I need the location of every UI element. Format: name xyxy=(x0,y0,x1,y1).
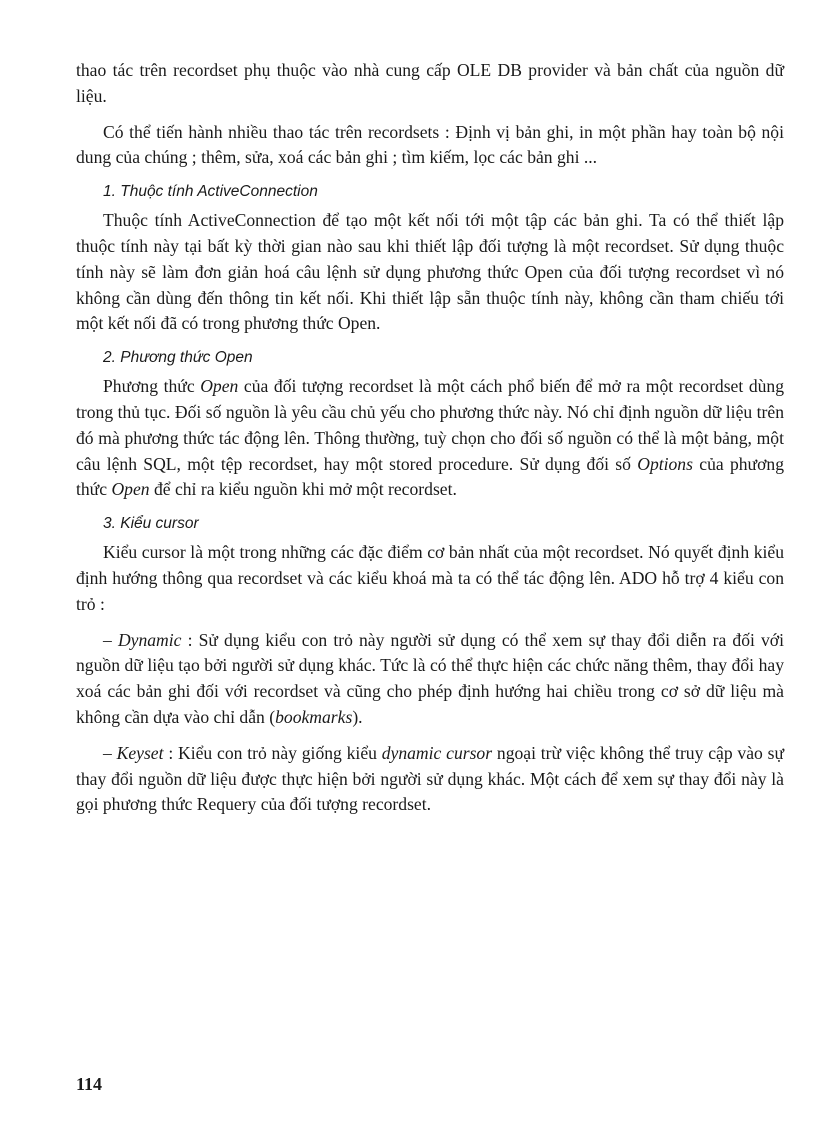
text-run: để chỉ ra kiểu nguồn khi mở một recordset. xyxy=(149,479,457,500)
text-run: của đối tượng recordset là một cách phổ biến để mở ra một recordset dùng trong thủ tục. Đối số nguồn là yêu cầu chủ yếu cho phương thức này. Nó chỉ định nguồn dữ liệu trên đó mà phương thức tác động lên. Thông thường, tuỳ chọn cho đối số nguồn có thể là một bảng, một câu lệnh SQL, một tệp recordset, hay một stored procedure. Sử dụng đối số xyxy=(76,376,785,474)
heading-cursor-type: 3. Kiểu cursor xyxy=(103,515,199,533)
paragraph-keyset-cursor xyxy=(76,741,784,818)
paragraph-dynamic-cursor xyxy=(76,628,784,731)
heading-open-method: 2. Phương thức Open xyxy=(103,349,253,367)
text-run: của phương thức xyxy=(76,453,784,500)
paragraph-operations: Có thể tiến hành nhiều thao tác trên recordsets : Định vị bản ghi, in một phần hay toàn bộ nội dung của chúng ; thêm, sửa, xoá các bản ghi ; tìm kiếm, lọc các bản ghi ... xyxy=(76,121,784,168)
heading-active-connection: 1. Thuộc tính ActiveConnection xyxy=(103,183,318,201)
text-run: ngoại trừ việc không thể truy cập vào sự thay đổi nguồn dữ liệu được thực hiện bởi người sử dụng khác. Một cách để xem sự thay đổi này là gọi phương thức Requery của đối tượng recordset. xyxy=(76,742,784,815)
text-run: : Sử dụng kiểu con trỏ này người sử dụng có thể xem sự thay đổi diễn ra đối với nguồn dữ liệu tạo bởi người sử dụng khác. Tức là có thể thực hiện các chức năng thêm, thay đổi hay xoá các bản ghi đối với recordset và cũng cho phép định hướng hai chiều trong cơ sở dữ liệu mà không cần dựa vào chỉ dẫn ( xyxy=(76,629,784,727)
emphasis-dynamic-cursor: dynamic cursor xyxy=(381,742,493,763)
emphasis-bookmarks: bookmarks xyxy=(275,706,353,727)
paragraph-open-method xyxy=(76,374,784,503)
dash: – xyxy=(103,629,118,650)
emphasis-options: Options xyxy=(637,453,693,474)
paragraph-active-connection: Thuộc tính ActiveConnection để tạo một kết nối tới một tập các bản ghi. Ta có thể thiết lập thuộc tính này tại bất kỳ thời gian nào sau khi thiết lập đối tượng là một recordset. Sử dụng thuộc tính này sẽ làm đơn giản hoá câu lệnh sử dụng phương thức Open của đối tượng recordset vì nó không cần dùng đến thông tin kết nối. Khi thiết lập sẵn thuộc tính này, không cần tham chiếu tới một kết nối đã có trong phương thức Open. xyxy=(76,210,784,334)
text-run: : Kiểu con trỏ này giống kiểu xyxy=(163,742,382,763)
dash: – xyxy=(103,742,117,763)
text-run: Phương thức xyxy=(103,376,201,397)
page-body xyxy=(76,58,784,818)
page-number: 114 xyxy=(76,1074,103,1094)
emphasis-open: Open xyxy=(111,479,150,500)
text-run: ). xyxy=(352,706,363,727)
term-dynamic: Dynamic xyxy=(117,629,182,650)
emphasis-open: Open xyxy=(200,376,239,397)
paragraph-cursor-type: Kiểu cursor là một trong những các đặc điểm cơ bản nhất của một recordset. Nó quyết định kiểu định hướng thông qua recordset và các kiểu khoá mà ta có thể tác động lên. ADO hỗ trợ 4 kiểu con trỏ : xyxy=(76,542,784,614)
term-keyset: Keyset xyxy=(116,742,164,763)
paragraph-intro-continued: thao tác trên recordset phụ thuộc vào nhà cung cấp OLE DB provider và bản chất của nguồn dữ liệu. xyxy=(76,60,784,106)
